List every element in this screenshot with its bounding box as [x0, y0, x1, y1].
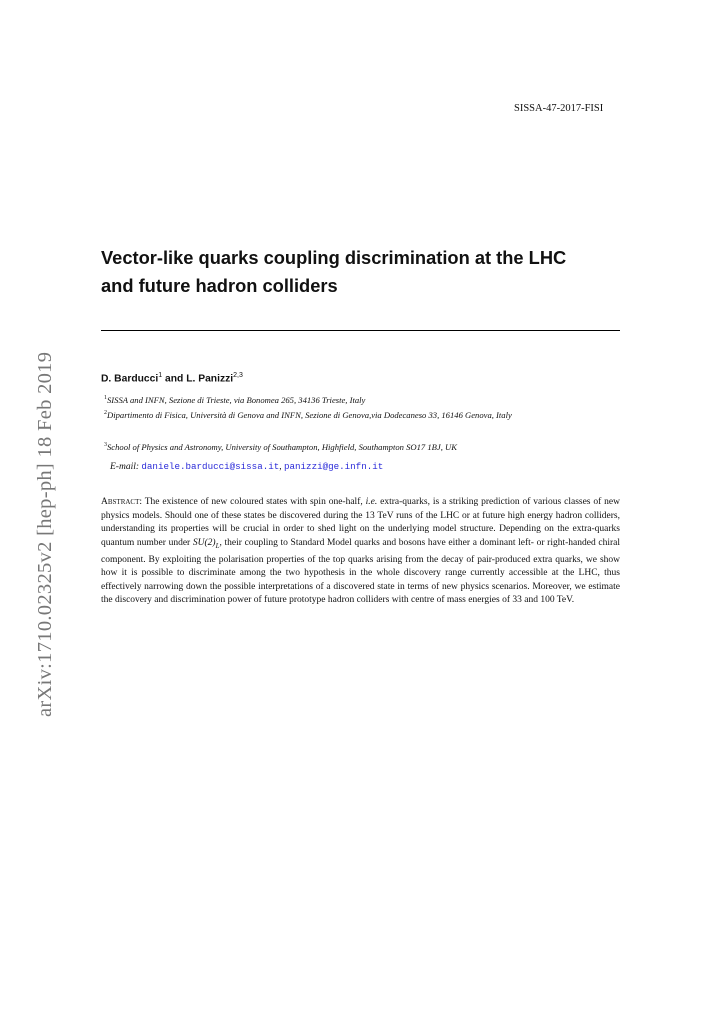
author-affiliation-mark: 1	[158, 372, 163, 379]
author-name: L. Panizzi	[186, 373, 234, 385]
abstract-text: The existence of new coloured states with spin one-half,	[144, 497, 363, 507]
arxiv-identifier-stamp: arXiv:1710.02325v2 [hep-ph] 18 Feb 2019	[34, 351, 56, 717]
affiliation	[104, 439, 624, 454]
author-list	[101, 372, 243, 384]
abstract-ie: i.e.	[365, 497, 378, 507]
paper-title-line-1: Vector-like quarks coupling discrimination at the LHC	[101, 247, 567, 268]
affiliation-text: Dipartimento di Fisica, Università di Genova and INFN, Sezione di Genova,via Dodecaneso 33, 16146 Genova, Italy	[107, 409, 512, 420]
author-separator: and	[165, 373, 184, 385]
email-line	[110, 461, 383, 472]
email-label: E-mail:	[110, 462, 140, 472]
title-rule	[101, 330, 620, 331]
abstract-heading: Abstract:	[101, 497, 143, 507]
abstract-su2: SU(2)	[192, 537, 216, 548]
report-number: SISSA-47-2017-FISI	[514, 103, 604, 114]
affiliation-mark: 2	[104, 410, 107, 416]
abstract-text: , their coupling to Standard Model quarks and bosons have either a dominant left- or right-handed chiral component. By exploiting the polarisation properties of the top quarks arising from the decay of pair-produced extra quarks, we show how it is possible to discriminate among the two hypothesis in the whole discovery range currently accessible at the LHC, thus effectively narrowing down the possible interpretations of a discovered state in terms of new physics scenarios. Moreover, we estimate the discovery and discrimination power of future prototype hadron colliders with centre of mass energies of 33 and 100 TeV.	[101, 537, 621, 606]
abstract-text: extra-quarks, is a striking prediction of various classes of new physics models. Should one of these states be discovered during the 13 TeV runs of the LHC or at future high energy hadron colliders, understanding its properties will be crucial in order to shed light on the underlying model structure. Depending on the extra-quarks quantum number under	[101, 497, 621, 548]
affiliation-text: School of Physics and Astronomy, University of Southampton, Highfield, Southampton SO17 1BJ, UK	[107, 441, 457, 452]
author-name: D. Barducci	[101, 373, 159, 385]
affiliation-text: SISSA and INFN, Sezione di Trieste, via Bonomea 265, 34136 Trieste, Italy	[107, 394, 366, 405]
abstract	[101, 496, 620, 608]
email-separator: ,	[279, 462, 282, 472]
affiliation-mark: 3	[104, 442, 107, 448]
paper-title-line-2: and future hadron colliders	[101, 275, 338, 296]
author-affiliation-mark: 2,3	[233, 372, 243, 379]
email-link[interactable]: daniele.barducci@sissa.it	[141, 461, 280, 472]
affiliation-mark: 1	[104, 395, 107, 401]
affiliation	[104, 392, 624, 407]
paper-title	[101, 244, 631, 300]
email-link[interactable]: panizzi@ge.infn.it	[284, 461, 384, 472]
abstract-su2-subscript: L	[215, 541, 220, 550]
affiliation	[104, 407, 624, 422]
